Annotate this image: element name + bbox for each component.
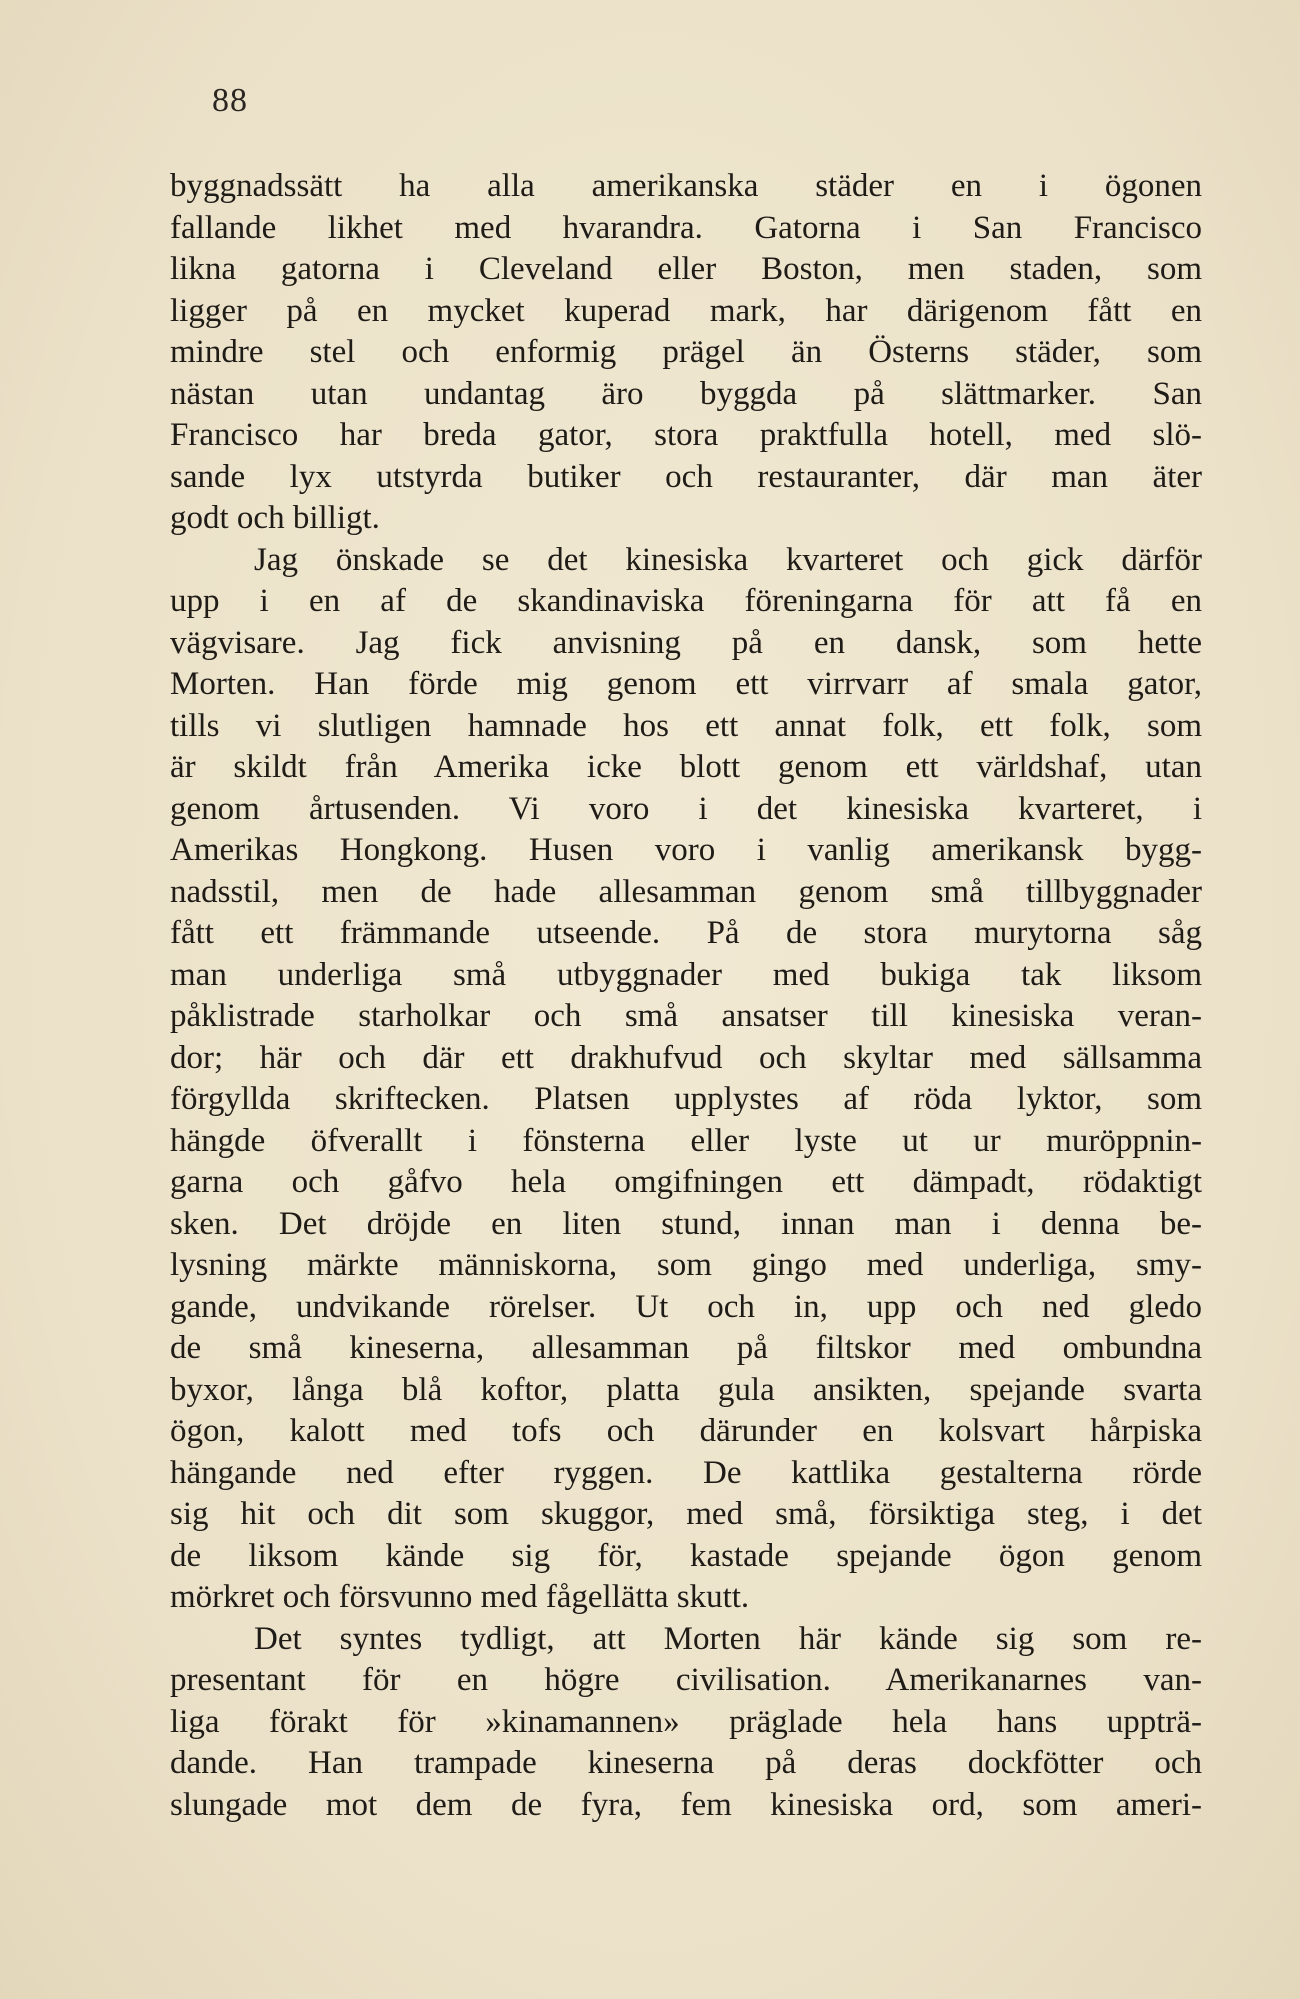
- text-line: nadsstil, men de hade allesamman genom små tillbyggnader: [170, 873, 1202, 910]
- text-line: mörkret och försvunno med fågellätta skutt.: [170, 1579, 750, 1615]
- text-line: liga förakt för »kinamannen» präglade hela hans uppträ-: [170, 1703, 1202, 1740]
- text-line: Morten. Han förde mig genom ett virrvarr af smala gator,: [170, 666, 1202, 702]
- page-number: 88: [212, 82, 248, 119]
- text-line: Francisco har breda gator, stora praktfulla hotell, med slö-: [170, 417, 1202, 453]
- text-line: sig hit och dit som skuggor, med små, försiktiga steg, i det: [170, 1496, 1202, 1532]
- text-line: slungade mot dem de fyra, fem kinesiska ord, som ameri-: [170, 1786, 1202, 1823]
- text-line: förgyllda skriftecken. Platsen upplystes af röda lyktor, som: [170, 1081, 1202, 1117]
- text-line: hängande ned efter ryggen. De kattlika gestalterna rörde: [170, 1454, 1202, 1491]
- text-line: gande, undvikande rörelser. Ut och in, upp och ned gledo: [170, 1288, 1202, 1325]
- text-line: de små kineserna, allesamman på filtskor med ombundna: [170, 1330, 1202, 1366]
- text-line: presentant för en högre civilisation. Amerikanarnes van-: [170, 1662, 1202, 1698]
- text-line: dor; här och där ett drakhufvud och skyltar med sällsamma: [170, 1039, 1202, 1076]
- text-line: tills vi slutligen hamnade hos ett annat folk, ett folk, som: [170, 707, 1202, 744]
- text-line: dande. Han trampade kineserna på deras dockfötter och: [170, 1745, 1202, 1781]
- text-line: upp i en af de skandinaviska föreningarna för att få en: [170, 583, 1202, 619]
- text-line: sande lyx utstyrda butiker och restauranter, där man äter: [170, 458, 1202, 495]
- text-line: Amerikas Hongkong. Husen voro i vanlig amerikansk bygg-: [170, 832, 1202, 868]
- text-line: de liksom kände sig för, kastade spejande ögon genom: [170, 1537, 1202, 1574]
- text-line: genom årtusenden. Vi voro i det kinesiska kvarteret, i: [170, 790, 1202, 827]
- text-line: fallande likhet med hvarandra. Gatorna i San Francisco: [170, 209, 1202, 246]
- text-line: man underliga små utbyggnader med bukiga tak liksom: [170, 956, 1202, 993]
- text-line: fått ett främmande utseende. På de stora murytorna såg: [170, 915, 1202, 951]
- text-line: är skildt från Amerika icke blott genom ett världshaf, utan: [170, 749, 1202, 785]
- text-line: byxor, långa blå koftor, platta gula ansikten, spejande svarta: [170, 1371, 1202, 1408]
- text-line: vägvisare. Jag fick anvisning på en dansk, som hette: [170, 624, 1202, 661]
- text-line: garna och gåfvo hela omgifningen ett dämpadt, rödaktigt: [170, 1164, 1202, 1200]
- text-line: likna gatorna i Cleveland eller Boston, men staden, som: [170, 251, 1202, 287]
- text-line: sken. Det dröjde en liten stund, innan man i denna be-: [170, 1205, 1202, 1242]
- text-line: Jag önskade se det kinesiska kvarteret och gick därför: [254, 541, 1202, 578]
- text-line: hängde öfverallt i fönsterna eller lyste ut ur muröppnin-: [170, 1122, 1202, 1159]
- body-text: [170, 166, 1202, 1826]
- text-line: ligger på en mycket kuperad mark, har därigenom fått en: [170, 292, 1202, 329]
- text-line: mindre stel och enformig prägel än Österns städer, som: [170, 334, 1202, 370]
- text-line: byggnadssätt ha alla amerikanska städer en i ögonen: [170, 168, 1202, 204]
- text-line: påklistrade starholkar och små ansatser till kinesiska veran-: [170, 998, 1202, 1034]
- text-line: lysning märkte människorna, som gingo med underliga, smy-: [170, 1247, 1202, 1283]
- text-line: ögon, kalott med tofs och därunder en kolsvart hårpiska: [170, 1413, 1202, 1449]
- text-line: Det syntes tydligt, att Morten här kände sig som re-: [254, 1620, 1202, 1657]
- text-line: nästan utan undantag äro byggda på slättmarker. San: [170, 375, 1202, 412]
- text-line: godt och billigt.: [170, 500, 380, 536]
